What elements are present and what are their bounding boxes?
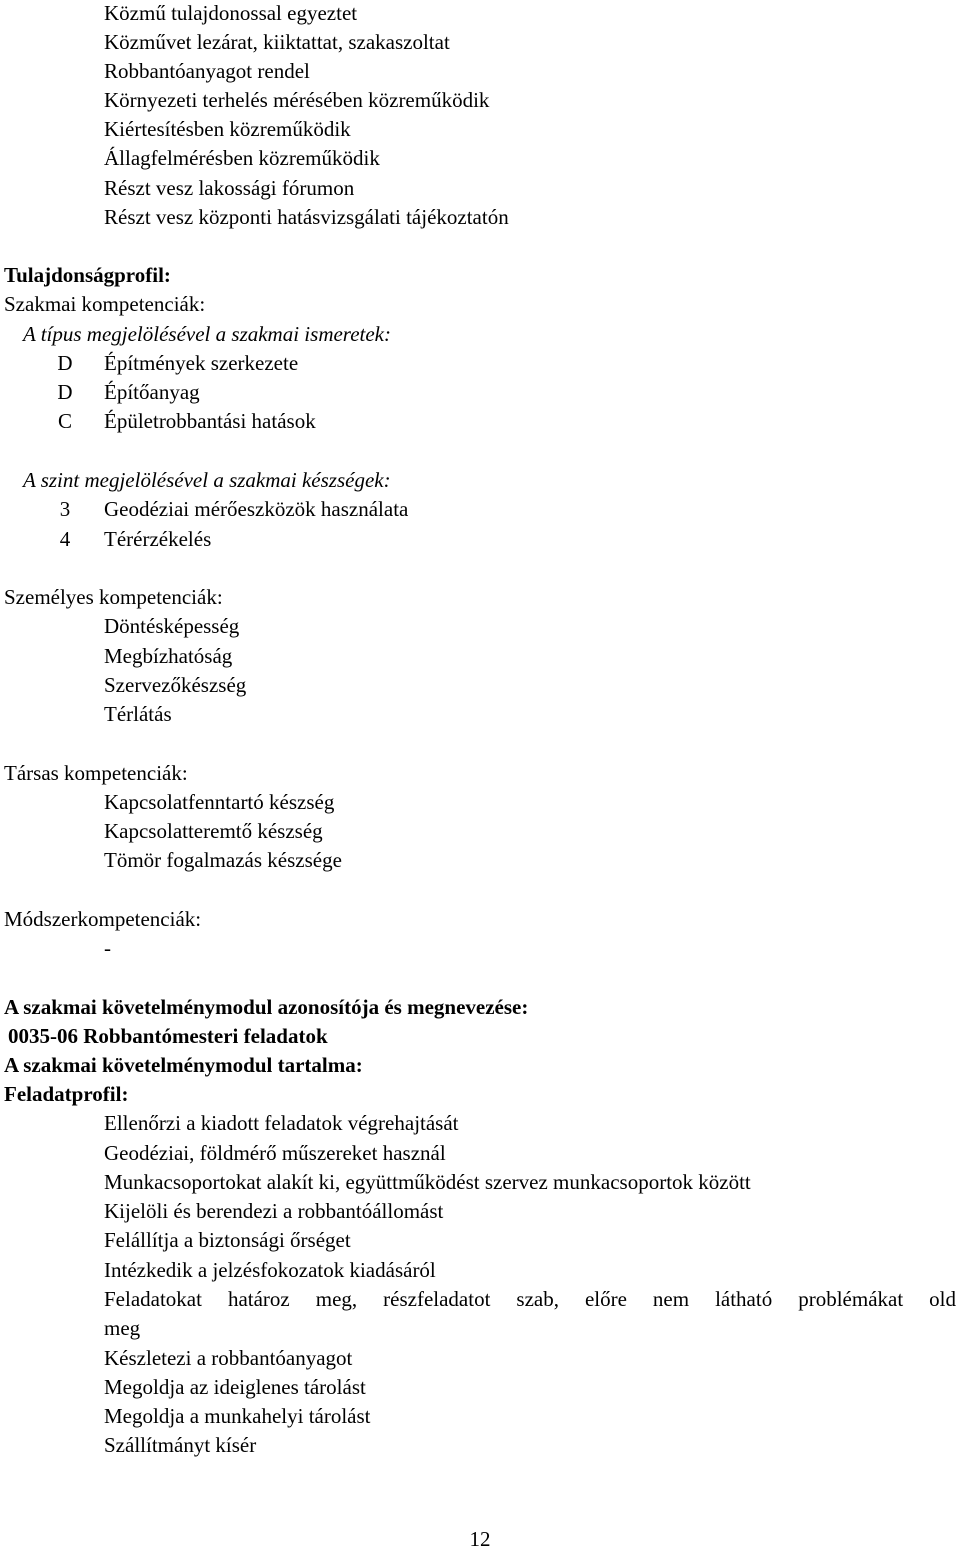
profile-title: Tulajdonságprofil: — [4, 263, 171, 287]
skills-heading: A szint megjelölésével a szakmai készségek: — [23, 468, 391, 492]
knowledge-item: Épületrobbantási hatások — [104, 409, 316, 433]
method-item: - — [104, 936, 111, 960]
professional-heading: Szakmai kompetenciák: — [4, 292, 206, 316]
knowledge-code: C — [57, 409, 72, 433]
task-profile-heading: Feladatprofil: — [4, 1082, 129, 1106]
module-task: Megoldja az ideiglenes tárolást — [104, 1375, 366, 1399]
module-content-heading: A szakmai követelménymodul tartalma: — [4, 1053, 363, 1077]
social-item: Kapcsolatteremtő készség — [104, 819, 323, 843]
module-task-wrapped-continuation: meg — [104, 1316, 141, 1340]
knowledge-item: Építőanyag — [104, 380, 200, 404]
task-line: Kiértesítésben közreműködik — [104, 117, 351, 141]
module-id-heading: A szakmai követelménymodul azonosítója és megnevezése: — [4, 995, 529, 1019]
skill-item: Geodéziai mérőeszközök használata — [104, 497, 409, 521]
module-task: Készletezi a robbantóanyagot — [104, 1346, 353, 1370]
module-task: Munkacsoportokat alakít ki, együttműködést szervez munkacsoportok között — [104, 1170, 751, 1194]
social-item: Kapcsolatfenntartó készség — [104, 790, 335, 814]
personal-heading: Személyes kompetenciák: — [4, 585, 223, 609]
module-id-line: 0035-06 Robbantómesteri feladatok — [8, 1024, 328, 1048]
module-task: Megoldja a munkahelyi tárolást — [104, 1404, 371, 1428]
module-task: Ellenőrzi a kiadott feladatok végrehajtását — [104, 1111, 459, 1135]
module-task: Kijelöli és berendezi a robbantóállomást — [104, 1199, 444, 1223]
social-item: Tömör fogalmazás készsége — [104, 848, 342, 872]
knowledge-item: Építmények szerkezete — [104, 351, 299, 375]
skill-item: Térérzékelés — [104, 527, 212, 551]
task-line: Részt vesz központi hatásvizsgálati tájékoztatón — [104, 205, 509, 229]
task-line: Robbantóanyagot rendel — [104, 59, 310, 83]
module-task: Szállítmányt kísér — [104, 1433, 257, 1457]
skill-level: 3 — [59, 497, 71, 521]
skill-level: 4 — [59, 527, 71, 551]
personal-item: Szervezőkészség — [104, 673, 247, 697]
module-task: Intézkedik a jelzésfokozatok kiadásáról — [104, 1258, 436, 1282]
task-line: Közmű tulajdonossal egyeztet — [104, 1, 358, 25]
task-line: Környezeti terhelés mérésében közreműködik — [104, 88, 490, 112]
module-task: Geodéziai, földmérő műszereket használ — [104, 1141, 446, 1165]
knowledge-code: D — [57, 351, 73, 375]
module-task: Felállítja a biztonsági őrséget — [104, 1228, 351, 1252]
module-task-wrapped: Feladatokat határoz meg, részfeladatot szab, előre nem látható problémákat old — [104, 1287, 956, 1311]
method-heading: Módszerkompetenciák: — [4, 907, 202, 931]
task-line: Állagfelmérésben közreműködik — [104, 146, 380, 170]
task-line: Részt vesz lakossági fórumon — [104, 176, 355, 200]
knowledge-heading: A típus megjelölésével a szakmai ismeretek: — [23, 322, 391, 346]
personal-item: Térlátás — [104, 702, 172, 726]
task-line: Közművet lezárat, kiiktattat, szakaszoltat — [104, 30, 450, 54]
page-number: 12 — [469, 1527, 491, 1551]
social-heading: Társas kompetenciák: — [4, 761, 188, 785]
personal-item: Döntésképesség — [104, 614, 240, 638]
knowledge-code: D — [57, 380, 73, 404]
personal-item: Megbízhatóság — [104, 644, 233, 668]
